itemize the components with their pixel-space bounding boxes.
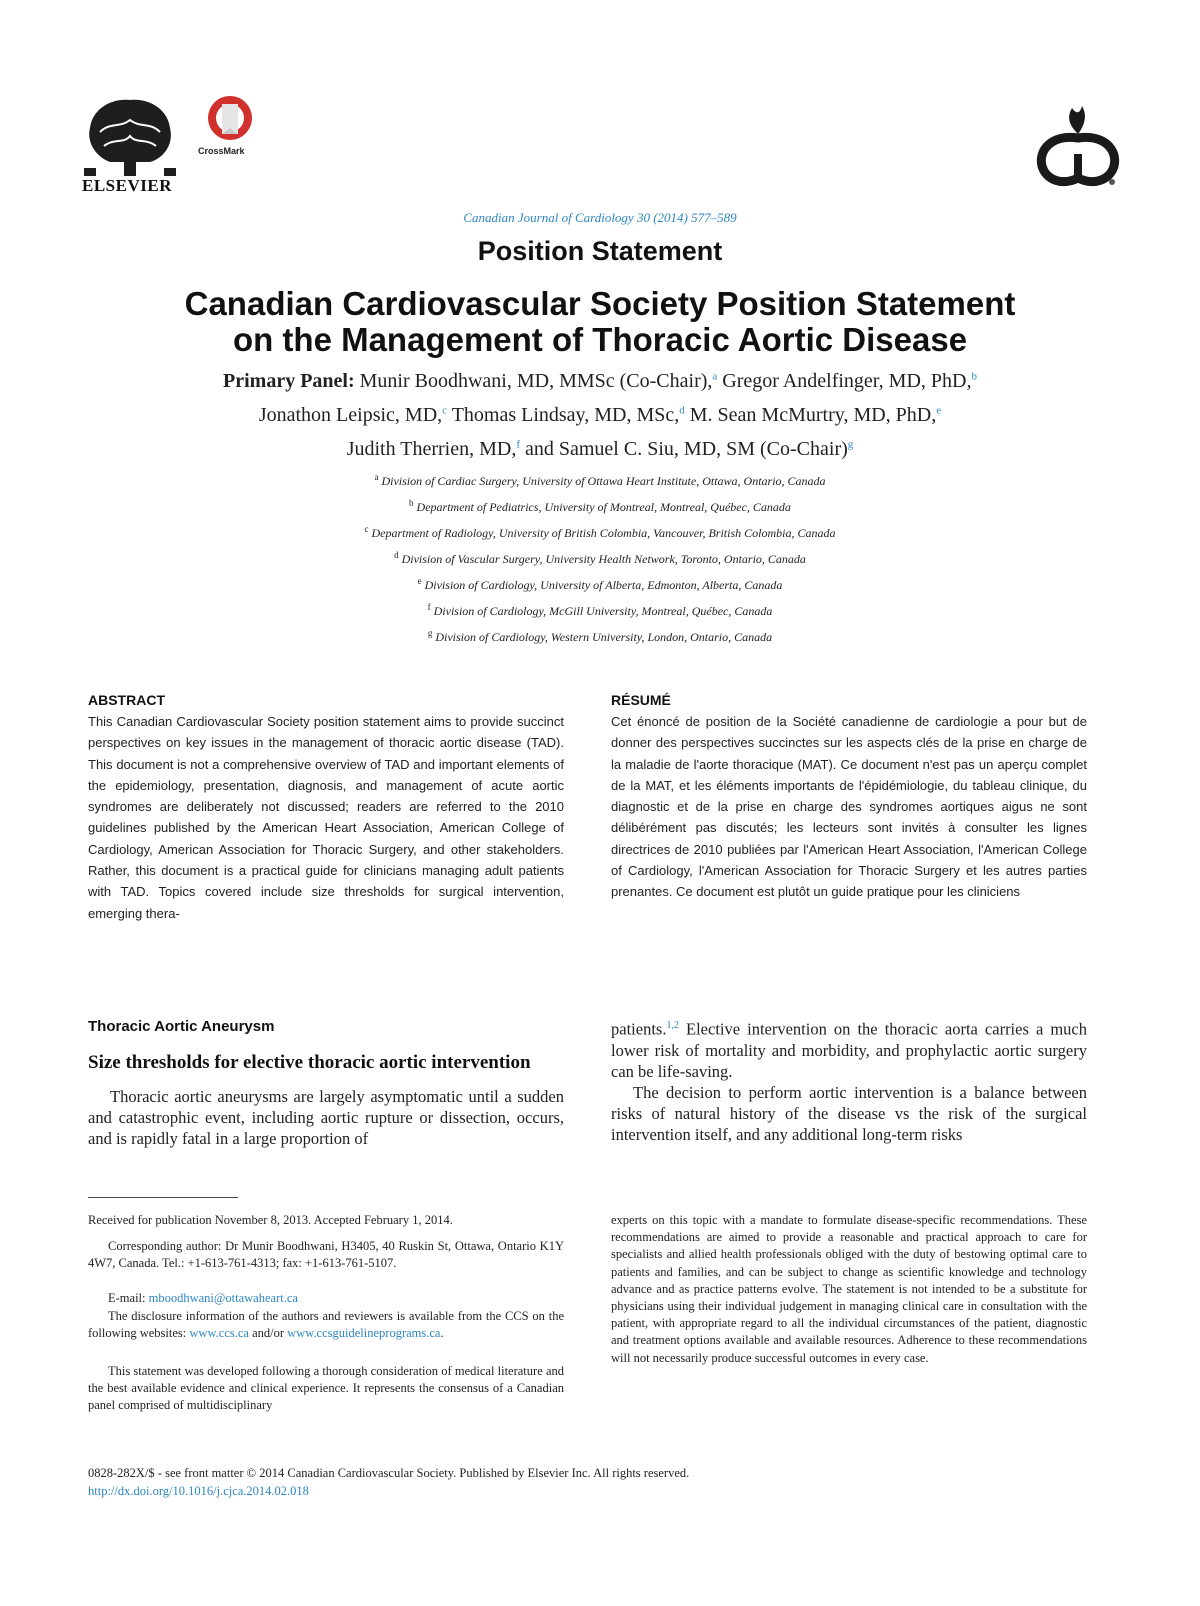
abstract-heading: ABSTRACT: [88, 692, 165, 708]
abstract-text: This Canadian Cardiovascular Society position statement aims to provide succinct perspectives on key issues in the management of thoracic aortic disease (TAD). This document is not a comprehensive overview of TAD and important elements of the epidemiology, presentation, diagnosis, and management of acute aortic syndromes are deliberately not discussed; readers are referred to the 2010 guidelines published by the American Heart Association, American College of Cardiology, American Association for Thoracic Surgery, and other stakeholders. Rather, this document is a practical guide for clinicians managing adult patients with TAD. Topics covered include size thresholds for surgical intervention, emerging thera-: [88, 714, 564, 921]
author-affiliation-ref[interactable]: d: [679, 404, 685, 417]
doi-link[interactable]: http://dx.doi.org/10.1016/j.cjca.2014.02.018: [88, 1484, 309, 1498]
author-line: [0, 438, 1200, 461]
affiliation-text: Department of Radiology, University of British Colombia, Vancouver, British Colombia, Canada: [371, 526, 836, 540]
author-line: [0, 370, 1200, 393]
author-affiliation-ref[interactable]: f: [516, 438, 520, 451]
affiliation: [0, 472, 1200, 489]
affiliation-marker: c: [364, 524, 369, 534]
disclosure-text: .: [440, 1326, 444, 1341]
resume-heading: RÉSUMÉ: [611, 692, 671, 708]
title-line: on the Management of Thoracic Aortic Disease: [232, 321, 968, 358]
body-paragraph: The decision to perform aortic intervention is a balance between risks of natural history of the disease vs the risk of the surgical intervention itself, and any additional long-term risks: [611, 1083, 1087, 1144]
affiliation-marker: b: [409, 498, 414, 508]
author-affiliation-ref[interactable]: b: [971, 370, 977, 383]
affiliation-marker: a: [374, 472, 379, 482]
author-affiliation-ref[interactable]: c: [442, 404, 448, 417]
body-text-segment: Elective intervention on the thoracic aorta carries a much lower risk of mortality and morbidity, and prophylactic aortic surgery can be life-saving.: [611, 1019, 1087, 1081]
author-affiliation-ref[interactable]: e: [936, 404, 942, 417]
affiliation-marker: d: [394, 550, 399, 560]
author-affiliation-ref[interactable]: g: [847, 438, 854, 451]
article-title: [0, 286, 1200, 358]
affiliation-marker: e: [417, 576, 422, 586]
received-note: Received for publication November 8, 2013. Accepted February 1, 2014.: [88, 1213, 453, 1227]
author-name: M. Sean McMurtry, MD, PhD,: [689, 404, 937, 426]
affiliation-text: Division of Cardiology, Western University, London, Ontario, Canada: [435, 630, 773, 644]
section-heading: Thoracic Aortic Aneurysm: [88, 1018, 275, 1035]
author-name: Samuel C. Siu, MD, SM (Co-Chair): [558, 438, 848, 460]
author-line: [0, 404, 1200, 427]
statement-note: This statement was developed following a thorough consideration of medical literature and the best available evidence and clinical experience. It represents the consensus of a Canadian panel comprised of multidisciplinary: [88, 1364, 564, 1413]
affiliation-text: Division of Cardiac Surgery, University of Ottawa Heart Institute, Ottawa, Ontario, Canada: [381, 474, 826, 488]
ccs-guidelines-link[interactable]: www.ccsguidelineprograms.ca: [287, 1326, 441, 1341]
author-name: Judith Therrien, MD,: [346, 438, 517, 460]
body-text-segment: patients.: [611, 1019, 667, 1039]
body-paragraph: [611, 1015, 1087, 1082]
crossmark-label: CrossMark: [198, 146, 245, 156]
copyright-line: 0828-282X/$ - see front matter © 2014 Canadian Cardiovascular Society. Published by Elsevier Inc. All rights reserved.: [88, 1466, 690, 1480]
author-affiliation-ref[interactable]: a: [712, 370, 718, 383]
corresponding-author-note: Corresponding author: Dr Munir Boodhwani, H3405, 40 Ruskin St, Ottawa, Ontario K1Y 4W7, Canada. Tel.: +1-613-761-4313; fax: +1-613-761-5107.: [88, 1239, 564, 1271]
affiliation: [0, 576, 1200, 593]
affiliation-text: Division of Cardiology, University of Alberta, Edmonton, Alberta, Canada: [424, 578, 783, 592]
affiliation: [0, 524, 1200, 541]
affiliation-text: Division of Vascular Surgery, University Health Network, Toronto, Ontario, Canada: [401, 552, 806, 566]
author-name: Munir Boodhwani, MD, MMSc (Co-Chair),: [359, 370, 713, 392]
author-name: Jonathon Leipsic, MD,: [258, 404, 443, 426]
author-name: Gregor Andelfinger, MD, PhD,: [722, 370, 972, 392]
ccs-website-link[interactable]: www.ccs.ca: [189, 1326, 249, 1341]
panel-label: Primary Panel:: [223, 370, 355, 392]
disclosure-note: [88, 1308, 564, 1342]
email-link[interactable]: mboodhwani@ottawaheart.ca: [148, 1291, 298, 1305]
affiliation: [0, 602, 1200, 619]
statement-note-continued: experts on this topic with a mandate to formulate disease-specific recommendations. These recommendations are aimed to provide a reasonable and practical approach to care for specialists and allied health professionals obliged with the duty of bestowing optimal care to patients and families, and can be subject to change as scientific knowledge and technology advance and as practice patterns evolve. The statement is not intended to be a substitute for physicians using their individual judgement in managing clinical care in consultation with the patient, with appropriate regard to all the individual circumstances of the patient, diagnostic and treatment options available and available resources. Adherence to these recommendations will not necessarily produce successful outcomes in every case.: [611, 1213, 1087, 1365]
article-type-label: Position Statement: [477, 236, 723, 266]
affiliation: [0, 498, 1200, 515]
subsection-heading: Size thresholds for elective thoracic aortic intervention: [88, 1052, 531, 1073]
email-label: E-mail:: [108, 1291, 149, 1305]
affiliation-marker: f: [427, 602, 431, 612]
journal-reference[interactable]: Canadian Journal of Cardiology 30 (2014) 577–589: [463, 210, 737, 225]
footnote-divider: [88, 1197, 238, 1198]
author-name: Thomas Lindsay, MD, MSc,: [451, 404, 680, 426]
author-conjunction: and: [524, 438, 554, 460]
ccs-society-logo-icon: [1032, 100, 1124, 192]
email-note: [88, 1290, 564, 1307]
reference-citation[interactable]: 1,2: [666, 1020, 679, 1031]
affiliation-text: Division of Cardiology, McGill University, Montreal, Québec, Canada: [433, 604, 773, 618]
affiliation-text: Department of Pediatrics, University of Montreal, Montreal, Québec, Canada: [416, 500, 791, 514]
title-line: Canadian Cardiovascular Society Position Statement: [184, 285, 1016, 322]
affiliation: [0, 550, 1200, 567]
affiliation: [0, 628, 1200, 645]
disclosure-text: and/or: [248, 1326, 288, 1341]
affiliation-marker: g: [427, 628, 433, 638]
body-paragraph: Thoracic aortic aneurysms are largely asymptomatic until a sudden and catastrophic event, including aortic rupture or dissection, occurs, and is rapidly fatal in a large proportion of: [88, 1087, 564, 1148]
elsevier-wordmark: ELSEVIER: [82, 176, 172, 195]
resume-text: Cet énoncé de position de la Société canadienne de cardiologie a pour but de donner des perspectives succinctes sur les aspects clés de la prise en charge de la maladie de l'aorte thoracique (MAT). Ce document n'est pas un aperçu complet de la MAT, et les éléments importants de l'épidémiologie, du tableau clinique, du diagnostic et de la prise en charge des syndromes aortiques aigus ne sont délibérément pas discutés; les lecteurs sont invités à consulter les lignes directrices de 2010 publiées par l'American Heart Association, l'American College of Cardiology, l'American Association for Thoracic Surgery et les autres parties prenantes. Ce document est plutôt un guide pratique pour les cliniciens: [611, 714, 1087, 900]
disclosure-text: The disclosure information of the authors and reviewers is available from the CCS on the following websites:: [88, 1309, 564, 1341]
